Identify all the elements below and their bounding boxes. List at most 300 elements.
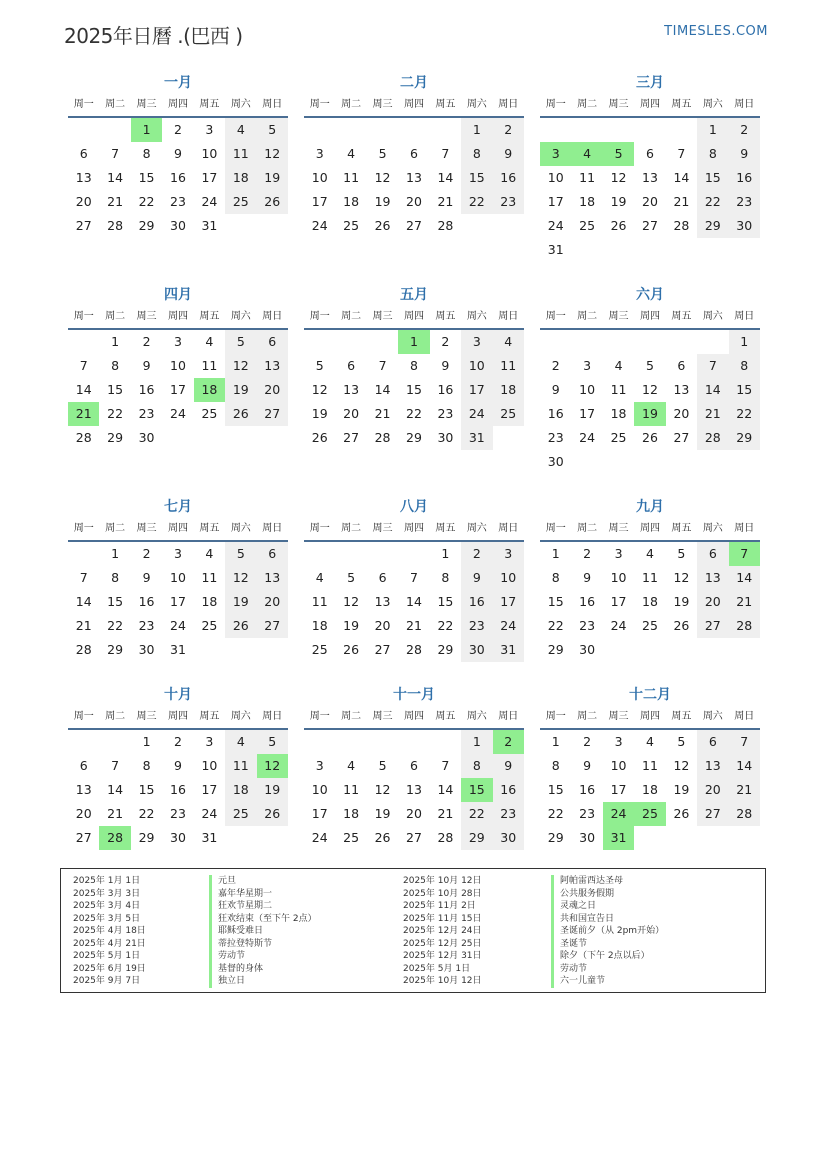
day-cell[interactable]: 2 <box>493 118 524 142</box>
day-cell[interactable]: 22 <box>461 802 492 826</box>
day-cell[interactable]: 29 <box>138 218 155 233</box>
day-cell[interactable]: 26 <box>673 806 690 821</box>
day-cell[interactable]: 3 <box>583 358 592 373</box>
day-cell[interactable]: 21 <box>437 806 454 821</box>
day-cell[interactable]: 29 <box>107 430 124 445</box>
day-cell[interactable]: 8 <box>461 754 492 778</box>
day-cell[interactable]: 12 <box>374 170 391 185</box>
day-cell[interactable]: 29 <box>406 430 422 445</box>
day-cell[interactable]: 31 <box>603 826 634 850</box>
day-cell[interactable]: 5 <box>225 330 256 354</box>
day-cell[interactable]: 4 <box>646 734 654 749</box>
day-cell[interactable]: 24 <box>461 402 492 426</box>
day-cell[interactable]: 14 <box>437 782 454 797</box>
day-cell[interactable]: 29 <box>729 426 760 450</box>
day-cell[interactable]: 24 <box>311 218 328 233</box>
day-cell[interactable]: 9 <box>493 754 524 778</box>
day-cell[interactable]: 16 <box>461 590 492 614</box>
day-cell[interactable]: 5 <box>603 142 634 166</box>
day-cell[interactable]: 26 <box>257 802 288 826</box>
day-cell[interactable]: 22 <box>138 806 155 821</box>
day-cell[interactable]: 30 <box>547 454 564 469</box>
day-cell[interactable]: 15 <box>729 378 760 402</box>
day-cell[interactable]: 7 <box>111 146 120 161</box>
day-cell[interactable]: 6 <box>697 730 728 754</box>
day-cell[interactable]: 12 <box>642 382 658 397</box>
day-cell[interactable]: 18 <box>343 806 360 821</box>
day-cell[interactable]: 5 <box>257 118 288 142</box>
day-cell[interactable]: 13 <box>343 382 360 397</box>
day-cell[interactable]: 19 <box>257 166 288 190</box>
day-cell[interactable]: 29 <box>547 830 564 845</box>
day-cell[interactable]: 5 <box>257 730 288 754</box>
day-cell[interactable]: 15 <box>406 382 422 397</box>
day-cell[interactable]: 31 <box>493 638 524 662</box>
day-cell[interactable]: 30 <box>170 218 186 233</box>
day-cell[interactable]: 18 <box>194 378 225 402</box>
day-cell[interactable]: 16 <box>138 594 155 609</box>
day-cell[interactable]: 18 <box>642 594 658 609</box>
day-cell[interactable]: 16 <box>579 782 596 797</box>
day-cell[interactable]: 7 <box>729 542 760 566</box>
day-cell[interactable]: 4 <box>347 146 356 161</box>
day-cell[interactable]: 14 <box>107 782 124 797</box>
day-cell[interactable]: 14 <box>107 170 124 185</box>
day-cell[interactable]: 1 <box>111 334 120 349</box>
day-cell[interactable]: 9 <box>729 142 760 166</box>
day-cell[interactable]: 29 <box>138 830 155 845</box>
day-cell[interactable]: 23 <box>461 614 492 638</box>
day-cell[interactable]: 27 <box>673 430 690 445</box>
day-cell[interactable]: 23 <box>547 430 564 445</box>
day-cell[interactable]: 30 <box>493 826 524 850</box>
day-cell[interactable]: 20 <box>257 590 288 614</box>
day-cell[interactable]: 20 <box>642 194 658 209</box>
day-cell[interactable]: 17 <box>170 382 186 397</box>
day-cell[interactable]: 18 <box>579 194 596 209</box>
day-cell[interactable]: 21 <box>107 194 124 209</box>
day-cell[interactable]: 24 <box>170 618 186 633</box>
day-cell[interactable]: 19 <box>610 194 627 209</box>
day-cell[interactable]: 7 <box>441 146 450 161</box>
day-cell[interactable]: 7 <box>729 730 760 754</box>
day-cell[interactable]: 1 <box>729 330 760 354</box>
day-cell[interactable]: 13 <box>697 754 728 778</box>
day-cell[interactable]: 17 <box>610 782 627 797</box>
day-cell[interactable]: 8 <box>142 146 151 161</box>
day-cell[interactable]: 9 <box>441 358 450 373</box>
day-cell[interactable]: 27 <box>75 830 92 845</box>
day-cell[interactable]: 4 <box>614 358 623 373</box>
day-cell[interactable]: 19 <box>257 778 288 802</box>
day-cell[interactable]: 11 <box>201 570 218 585</box>
day-cell[interactable]: 28 <box>673 218 690 233</box>
day-cell[interactable]: 14 <box>75 594 92 609</box>
day-cell[interactable]: 19 <box>673 594 690 609</box>
day-cell[interactable]: 30 <box>579 642 596 657</box>
day-cell[interactable]: 12 <box>257 754 288 778</box>
day-cell[interactable]: 1 <box>551 734 560 749</box>
day-cell[interactable]: 10 <box>547 170 564 185</box>
day-cell[interactable]: 21 <box>406 618 422 633</box>
day-cell[interactable]: 13 <box>406 782 422 797</box>
day-cell[interactable]: 25 <box>311 642 328 657</box>
day-cell[interactable]: 11 <box>642 758 658 773</box>
day-cell[interactable]: 27 <box>257 614 288 638</box>
day-cell[interactable]: 14 <box>729 566 760 590</box>
day-cell[interactable]: 11 <box>201 358 218 373</box>
day-cell[interactable]: 22 <box>107 618 124 633</box>
day-cell[interactable]: 1 <box>461 118 492 142</box>
day-cell[interactable]: 19 <box>374 194 391 209</box>
day-cell[interactable]: 20 <box>406 806 422 821</box>
day-cell[interactable]: 11 <box>493 354 524 378</box>
day-cell[interactable]: 19 <box>374 806 391 821</box>
day-cell[interactable]: 4 <box>225 730 256 754</box>
day-cell[interactable]: 1 <box>551 546 560 561</box>
day-cell[interactable]: 14 <box>729 754 760 778</box>
day-cell[interactable]: 10 <box>201 758 218 773</box>
day-cell[interactable]: 26 <box>225 402 256 426</box>
day-cell[interactable]: 13 <box>697 566 728 590</box>
day-cell[interactable]: 10 <box>170 358 186 373</box>
day-cell[interactable]: 28 <box>374 430 391 445</box>
day-cell[interactable]: 13 <box>257 354 288 378</box>
day-cell[interactable]: 8 <box>111 358 120 373</box>
day-cell[interactable]: 30 <box>579 830 596 845</box>
day-cell[interactable]: 3 <box>614 734 623 749</box>
day-cell[interactable]: 4 <box>347 758 356 773</box>
day-cell[interactable]: 15 <box>138 782 155 797</box>
day-cell[interactable]: 27 <box>406 830 422 845</box>
day-cell[interactable]: 24 <box>170 406 186 421</box>
day-cell[interactable]: 29 <box>461 826 492 850</box>
day-cell[interactable]: 10 <box>311 170 328 185</box>
day-cell[interactable]: 9 <box>142 570 151 585</box>
day-cell[interactable]: 24 <box>547 218 564 233</box>
day-cell[interactable]: 16 <box>170 782 186 797</box>
day-cell[interactable]: 22 <box>729 402 760 426</box>
day-cell[interactable]: 19 <box>634 402 665 426</box>
day-cell[interactable]: 12 <box>311 382 328 397</box>
day-cell[interactable]: 9 <box>142 358 151 373</box>
day-cell[interactable]: 13 <box>75 170 92 185</box>
day-cell[interactable]: 31 <box>201 830 218 845</box>
day-cell[interactable]: 5 <box>378 146 387 161</box>
day-cell[interactable]: 23 <box>138 618 155 633</box>
day-cell[interactable]: 13 <box>257 566 288 590</box>
day-cell[interactable]: 5 <box>646 358 654 373</box>
day-cell[interactable]: 10 <box>610 570 627 585</box>
day-cell[interactable]: 23 <box>170 806 186 821</box>
day-cell[interactable]: 25 <box>201 406 218 421</box>
day-cell[interactable]: 17 <box>201 170 218 185</box>
day-cell[interactable]: 22 <box>461 190 492 214</box>
day-cell[interactable]: 2 <box>583 734 592 749</box>
day-cell[interactable]: 15 <box>547 782 564 797</box>
day-cell[interactable]: 11 <box>225 754 256 778</box>
day-cell[interactable]: 17 <box>201 782 218 797</box>
day-cell[interactable]: 16 <box>170 170 186 185</box>
day-cell[interactable]: 28 <box>697 426 728 450</box>
day-cell[interactable]: 9 <box>551 382 560 397</box>
day-cell[interactable]: 23 <box>170 194 186 209</box>
day-cell[interactable]: 20 <box>673 406 690 421</box>
day-cell[interactable]: 14 <box>673 170 690 185</box>
day-cell[interactable]: 19 <box>311 406 328 421</box>
day-cell[interactable]: 16 <box>138 382 155 397</box>
day-cell[interactable]: 30 <box>138 430 155 445</box>
day-cell[interactable]: 11 <box>343 170 360 185</box>
day-cell[interactable]: 23 <box>729 190 760 214</box>
day-cell[interactable]: 31 <box>170 642 186 657</box>
day-cell[interactable]: 25 <box>493 402 524 426</box>
day-cell[interactable]: 23 <box>138 406 155 421</box>
day-cell[interactable]: 16 <box>547 406 564 421</box>
day-cell[interactable]: 7 <box>410 570 418 585</box>
day-cell[interactable]: 28 <box>437 218 454 233</box>
day-cell[interactable]: 22 <box>547 806 564 821</box>
day-cell[interactable]: 2 <box>583 546 592 561</box>
day-cell[interactable]: 8 <box>697 142 728 166</box>
day-cell[interactable]: 24 <box>579 430 596 445</box>
day-cell[interactable]: 6 <box>410 758 418 773</box>
day-cell[interactable]: 30 <box>437 430 454 445</box>
day-cell[interactable]: 10 <box>579 382 596 397</box>
day-cell[interactable]: 17 <box>170 594 186 609</box>
day-cell[interactable]: 3 <box>315 758 324 773</box>
day-cell[interactable]: 3 <box>614 546 623 561</box>
day-cell[interactable]: 7 <box>441 758 450 773</box>
day-cell[interactable]: 27 <box>697 802 728 826</box>
day-cell[interactable]: 16 <box>493 778 524 802</box>
day-cell[interactable]: 28 <box>729 614 760 638</box>
day-cell[interactable]: 15 <box>107 594 124 609</box>
day-cell[interactable]: 18 <box>225 778 256 802</box>
day-cell[interactable]: 15 <box>697 166 728 190</box>
day-cell[interactable]: 18 <box>493 378 524 402</box>
day-cell[interactable]: 2 <box>441 334 450 349</box>
day-cell[interactable]: 9 <box>583 758 592 773</box>
day-cell[interactable]: 3 <box>461 330 492 354</box>
day-cell[interactable]: 8 <box>551 758 560 773</box>
day-cell[interactable]: 8 <box>111 570 120 585</box>
day-cell[interactable]: 27 <box>343 430 360 445</box>
day-cell[interactable]: 15 <box>107 382 124 397</box>
day-cell[interactable]: 8 <box>142 758 151 773</box>
day-cell[interactable]: 20 <box>374 618 391 633</box>
day-cell[interactable]: 17 <box>493 590 524 614</box>
day-cell[interactable]: 10 <box>493 566 524 590</box>
day-cell[interactable]: 13 <box>642 170 658 185</box>
day-cell[interactable]: 28 <box>107 218 124 233</box>
day-cell[interactable]: 12 <box>673 758 690 773</box>
day-cell[interactable]: 6 <box>347 358 356 373</box>
day-cell[interactable]: 23 <box>437 406 454 421</box>
day-cell[interactable]: 30 <box>138 642 155 657</box>
day-cell[interactable]: 6 <box>257 330 288 354</box>
day-cell[interactable]: 10 <box>461 354 492 378</box>
day-cell[interactable]: 2 <box>493 730 524 754</box>
day-cell[interactable]: 18 <box>642 782 658 797</box>
day-cell[interactable]: 4 <box>315 570 324 585</box>
day-cell[interactable]: 7 <box>79 570 88 585</box>
day-cell[interactable]: 28 <box>406 642 422 657</box>
day-cell[interactable]: 21 <box>75 618 92 633</box>
day-cell[interactable]: 25 <box>201 618 218 633</box>
day-cell[interactable]: 11 <box>610 382 627 397</box>
day-cell[interactable]: 9 <box>174 758 182 773</box>
day-cell[interactable]: 3 <box>205 734 214 749</box>
day-cell[interactable]: 7 <box>697 354 728 378</box>
day-cell[interactable]: 25 <box>634 802 665 826</box>
day-cell[interactable]: 11 <box>311 594 328 609</box>
day-cell[interactable]: 20 <box>75 806 92 821</box>
day-cell[interactable]: 2 <box>551 358 560 373</box>
day-cell[interactable]: 17 <box>579 406 596 421</box>
day-cell[interactable]: 4 <box>571 142 602 166</box>
day-cell[interactable]: 2 <box>142 546 151 561</box>
day-cell[interactable]: 14 <box>437 170 454 185</box>
day-cell[interactable]: 22 <box>138 194 155 209</box>
day-cell[interactable]: 25 <box>343 830 360 845</box>
day-cell[interactable]: 24 <box>201 806 218 821</box>
day-cell[interactable]: 23 <box>493 802 524 826</box>
day-cell[interactable]: 23 <box>493 190 524 214</box>
day-cell[interactable]: 26 <box>374 830 391 845</box>
day-cell[interactable]: 16 <box>729 166 760 190</box>
day-cell[interactable]: 6 <box>257 542 288 566</box>
day-cell[interactable]: 13 <box>673 382 690 397</box>
day-cell[interactable]: 12 <box>257 142 288 166</box>
day-cell[interactable]: 24 <box>201 194 218 209</box>
day-cell[interactable]: 21 <box>107 806 124 821</box>
day-cell[interactable]: 1 <box>697 118 728 142</box>
day-cell[interactable]: 14 <box>75 382 92 397</box>
day-cell[interactable]: 25 <box>225 802 256 826</box>
day-cell[interactable]: 15 <box>138 170 155 185</box>
day-cell[interactable]: 20 <box>343 406 360 421</box>
day-cell[interactable]: 8 <box>551 570 560 585</box>
day-cell[interactable]: 5 <box>347 570 356 585</box>
day-cell[interactable]: 3 <box>540 142 571 166</box>
day-cell[interactable]: 21 <box>374 406 391 421</box>
day-cell[interactable]: 27 <box>642 218 658 233</box>
day-cell[interactable]: 6 <box>79 758 88 773</box>
day-cell[interactable]: 2 <box>174 122 182 137</box>
day-cell[interactable]: 11 <box>579 170 596 185</box>
day-cell[interactable]: 1 <box>461 730 492 754</box>
day-cell[interactable]: 28 <box>437 830 454 845</box>
site-link[interactable]: TIMESLES.COM <box>664 24 768 39</box>
day-cell[interactable]: 7 <box>378 358 387 373</box>
day-cell[interactable]: 3 <box>205 122 214 137</box>
day-cell[interactable]: 9 <box>493 142 524 166</box>
day-cell[interactable]: 26 <box>311 430 328 445</box>
day-cell[interactable]: 11 <box>642 570 658 585</box>
day-cell[interactable]: 30 <box>729 214 760 238</box>
day-cell[interactable]: 15 <box>461 166 492 190</box>
day-cell[interactable]: 29 <box>547 642 564 657</box>
day-cell[interactable]: 27 <box>257 402 288 426</box>
day-cell[interactable]: 28 <box>99 826 130 850</box>
day-cell[interactable]: 2 <box>729 118 760 142</box>
day-cell[interactable]: 16 <box>579 594 596 609</box>
day-cell[interactable]: 6 <box>677 358 686 373</box>
day-cell[interactable]: 26 <box>610 218 627 233</box>
day-cell[interactable]: 1 <box>111 546 120 561</box>
day-cell[interactable]: 23 <box>579 618 596 633</box>
day-cell[interactable]: 8 <box>729 354 760 378</box>
day-cell[interactable]: 15 <box>547 594 564 609</box>
day-cell[interactable]: 21 <box>68 402 99 426</box>
day-cell[interactable]: 2 <box>174 734 182 749</box>
day-cell[interactable]: 28 <box>75 430 92 445</box>
day-cell[interactable]: 18 <box>610 406 627 421</box>
day-cell[interactable]: 26 <box>257 190 288 214</box>
day-cell[interactable]: 6 <box>697 542 728 566</box>
day-cell[interactable]: 1 <box>131 118 162 142</box>
day-cell[interactable]: 13 <box>406 170 422 185</box>
day-cell[interactable]: 25 <box>343 218 360 233</box>
day-cell[interactable]: 19 <box>225 590 256 614</box>
day-cell[interactable]: 9 <box>461 566 492 590</box>
day-cell[interactable]: 20 <box>257 378 288 402</box>
day-cell[interactable]: 3 <box>174 546 182 561</box>
day-cell[interactable]: 17 <box>547 194 564 209</box>
day-cell[interactable]: 17 <box>311 806 328 821</box>
day-cell[interactable]: 3 <box>315 146 324 161</box>
day-cell[interactable]: 17 <box>311 194 328 209</box>
day-cell[interactable]: 7 <box>677 146 686 161</box>
day-cell[interactable]: 1 <box>441 546 450 561</box>
day-cell[interactable]: 22 <box>437 618 454 633</box>
day-cell[interactable]: 8 <box>441 570 450 585</box>
day-cell[interactable]: 31 <box>461 426 492 450</box>
day-cell[interactable]: 6 <box>646 146 654 161</box>
day-cell[interactable]: 21 <box>673 194 690 209</box>
day-cell[interactable]: 9 <box>583 570 592 585</box>
day-cell[interactable]: 26 <box>374 218 391 233</box>
day-cell[interactable]: 1 <box>398 330 429 354</box>
day-cell[interactable]: 4 <box>225 118 256 142</box>
day-cell[interactable]: 4 <box>205 546 214 561</box>
day-cell[interactable]: 19 <box>343 618 360 633</box>
day-cell[interactable]: 19 <box>225 378 256 402</box>
day-cell[interactable]: 10 <box>170 570 186 585</box>
day-cell[interactable]: 29 <box>437 642 454 657</box>
day-cell[interactable]: 20 <box>406 194 422 209</box>
day-cell[interactable]: 4 <box>205 334 214 349</box>
day-cell[interactable]: 31 <box>201 218 218 233</box>
day-cell[interactable]: 21 <box>729 590 760 614</box>
day-cell[interactable]: 2 <box>142 334 151 349</box>
day-cell[interactable]: 10 <box>201 146 218 161</box>
day-cell[interactable]: 17 <box>610 594 627 609</box>
day-cell[interactable]: 30 <box>170 830 186 845</box>
day-cell[interactable]: 17 <box>461 378 492 402</box>
day-cell[interactable]: 28 <box>75 642 92 657</box>
day-cell[interactable]: 19 <box>673 782 690 797</box>
day-cell[interactable]: 12 <box>610 170 627 185</box>
day-cell[interactable]: 26 <box>225 614 256 638</box>
day-cell[interactable]: 27 <box>697 614 728 638</box>
day-cell[interactable]: 7 <box>79 358 88 373</box>
day-cell[interactable]: 26 <box>343 642 360 657</box>
day-cell[interactable]: 5 <box>677 546 686 561</box>
day-cell[interactable]: 13 <box>374 594 391 609</box>
day-cell[interactable]: 27 <box>374 642 391 657</box>
